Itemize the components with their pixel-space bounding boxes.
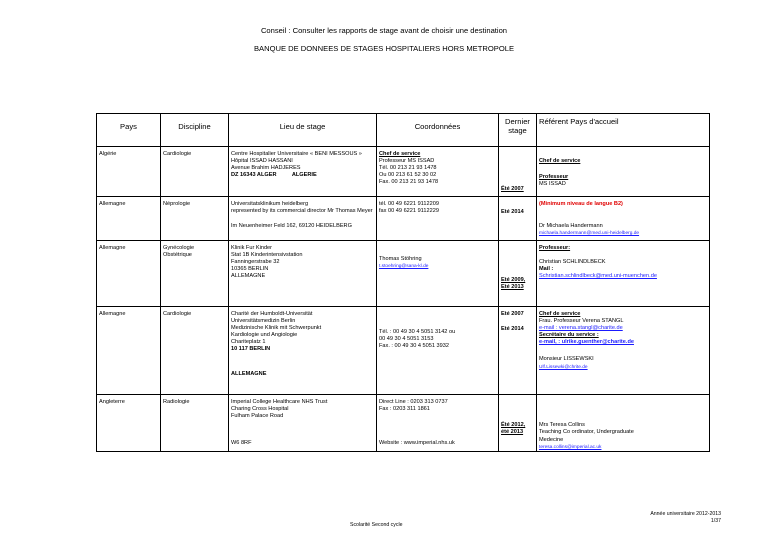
table-row [97,395,710,437]
ref-line: Teaching Co ordinator, Undergraduate [539,429,634,436]
lieu-line: 10 117 BERLIN [231,346,271,353]
footer-year: Année universitaire 2012-2013 [650,511,721,517]
cell-dernier-stage [499,219,537,241]
header-coordonnees: Coordonnées [377,114,499,147]
ref-language-note: (Minimum niveau de langue B2) [539,201,623,207]
cell-coordonnees [377,241,499,307]
ref-email-link[interactable]: michaela.handermann@med.uni-heidelberg.de [539,230,640,236]
lieu-line: Universitätsmedizin Berlin [231,318,296,325]
cell-lieu [229,437,377,452]
cell-lieu [229,197,377,219]
dernier-stage-value: Eté 2014 [501,209,524,215]
cell-dernier-stage [499,241,537,307]
ref-mail-label: Mail : [539,266,554,273]
cell-coordonnees [377,197,499,219]
dernier-stage-value-2: Eté 2014 [501,326,524,333]
table-row [97,307,710,395]
header-discipline: Discipline [161,114,229,147]
cell-dernier-stage [499,437,537,452]
cell-pays: Allemagne [97,307,161,395]
cell-referent [537,395,710,437]
lieu-line: W6 8RF [231,439,252,446]
lieu-line: represented by its commercial director Mr Thomas Meyer [231,208,373,215]
cell-coordonnees [377,395,499,437]
lieu-line: Medizinische Klinik mit Schwerpunkt [231,325,322,332]
dernier-stage-value: Été 2012, été 2013 [501,422,526,436]
cell-discipline: Néprologie [161,197,229,241]
cell-lieu [229,147,377,197]
coord-website: Website : www.imperial.nhs.uk [379,439,455,446]
coord-line: Tél. 00 213 21 93 1478 [379,165,437,172]
cell-dernier-stage [499,307,537,395]
lieu-line: Kardiologie und Angiologie [231,332,298,339]
cell-pays: Allemagne [97,197,161,241]
cell-lieu [229,241,377,307]
cell-discipline: Cardiologie [161,307,229,395]
header-dernier-stage: Dernier stage [499,114,537,147]
coord-line: Fax. : 00 49 30 4 5051 3932 [379,343,449,350]
cell-lieu [229,395,377,437]
ref-secretary: Secrétaire du service : [539,332,599,339]
coord-line: 00 49 30 4 5051 3153 [379,336,434,343]
lieu-line: Im Neuenheimer Feld 162, 69120 HEIDELBERG [231,222,352,229]
ref-name: Frau. Professeur Verena STANGL [539,318,624,325]
lieu-line: Klinik Fur Kinder [231,245,273,251]
ref-name: Dr Michaela Handermann [539,222,603,229]
coord-line: Direct Line : 0203 313 0737 [379,399,448,405]
page-title: Conseil : Consulter les rapports de stage avant de choisir une destination [260,26,508,35]
cell-coordonnees [377,307,499,395]
cell-discipline: Radiologie [161,395,229,452]
ref-name: MS ISSAD [539,181,566,188]
cell-discipline [161,241,229,307]
lieu-line: Chariteplatz 1 [231,339,266,346]
footer-page-number: 1/37 [710,518,721,524]
cell-coordonnees [377,219,499,241]
discipline-line: Obstétrique [163,252,192,259]
lieu-line: ALLEMAGNE [231,273,266,280]
table-row [97,241,710,307]
lieu-line: 10365 BERLIN [231,266,269,273]
cell-coordonnees [377,437,499,452]
ref-email-link[interactable]: teresa.collins@imperial.ac.uk [539,444,602,450]
cell-lieu [229,307,377,395]
coord-contact: Thomas Stöhring [379,256,422,262]
header-lieu: Lieu de stage [229,114,377,147]
cell-dernier-stage [499,197,537,219]
cell-pays: Angleterre [97,395,161,452]
lieu-line: Fanningerstrabe 32 [231,259,280,266]
lieu-line: Stat 1B Kinderintensivstation [231,252,303,259]
ref-email-link-3[interactable]: Ulf.Lissewki@chrite.de [539,364,588,370]
ref-email-link[interactable]: e-mail : verena.stangl@charite.de [539,325,623,332]
coord-line: Fax. 00 213 21 93 1478 [379,179,439,186]
coord-head: Chef de service [379,151,421,157]
cell-pays: Algérie [97,147,161,197]
ref-line: Medecine [539,436,564,443]
cell-referent [537,241,710,307]
lieu-line: Avenue Brahim HADJERES [231,165,301,172]
coord-line: Tél. : 00 49 30 4 5051 3142 ou [379,329,456,335]
coord-line: fax 00 49 6221 9112229 [379,208,439,215]
header-referent: Référent Pays d'accueil [537,114,710,147]
cell-referent [537,147,710,197]
cell-dernier-stage [499,147,537,197]
cell-referent [537,437,710,452]
table-row [97,147,710,197]
coord-line: Fax : 0203 311 1861 [379,406,430,413]
lieu-line: Imperial College Healthcare NHS Trust [231,399,328,405]
ref-email-link-2[interactable]: e-mail, : ulrike.guenther@charite.de [539,339,634,346]
cell-coordonnees [377,147,499,197]
lieu-line: Universitatsklinikum heidelberg [231,201,309,207]
lieu-line: Charité der Humboldt-Universität [231,311,313,317]
table-row [97,197,710,219]
cell-lieu [229,219,377,241]
ref-head: Chef de service [539,158,581,164]
lieu-line: Charing Cross Hospital [231,406,289,413]
coord-line: Ou 00 213 61 52 30 02 [379,172,437,179]
ref-head: Chef de service [539,311,581,317]
cell-referent [537,197,710,219]
cell-referent [537,307,710,395]
lieu-line: Centre Hospitalier Universitaire « BENI MESSOUS » [231,151,362,157]
discipline-line: Gynécologie [163,245,195,251]
lieu-line: Fulham Palace Road [231,413,284,420]
coord-email-link[interactable]: t.stoehring@sana-kl.de [379,264,429,270]
cell-referent [537,219,710,241]
ref-line: Mrs Teresa Collins [539,422,585,429]
cell-dernier-stage [499,395,537,437]
header-pays: Pays [97,114,161,147]
footer-center: Scolarité Second cycle [350,522,403,528]
lieu-line: ALLEMAGNE [231,370,267,377]
coord-line: tél. 00 49 6221 9112209 [379,201,439,207]
coord-line: Professeur MS ISSAD [379,158,435,165]
lieu-line: Hôpital ISSAD HASSANI [231,158,293,165]
page-subtitle: BANQUE DE DONNEES DE STAGES HOSPITALIERS HORS METROPOLE [253,44,515,53]
cell-discipline: Cardiologie [161,147,229,197]
ref-email-link[interactable]: Schristian.schlindlbeck@med.uni-muenchen.de [539,273,657,280]
dernier-stage-value: Eté 2007 [501,311,524,317]
ref-name-2: Monsieur LISSEWSKI [539,356,594,363]
dernier-stage-value: Été 2007 [501,185,524,192]
cell-pays: Allemagne [97,241,161,307]
dernier-stage-value: Eté 2009, Eté 2013 [501,277,526,291]
table-header-row [97,114,710,147]
ref-head: Professeur: [539,245,571,251]
lieu-line: DZ 16343 ALGER ALGERIE [231,172,317,179]
ref-name: Christian SCHLINDLBECK [539,259,606,266]
ref-head2: Professeur [539,174,569,181]
stages-table [96,113,710,452]
